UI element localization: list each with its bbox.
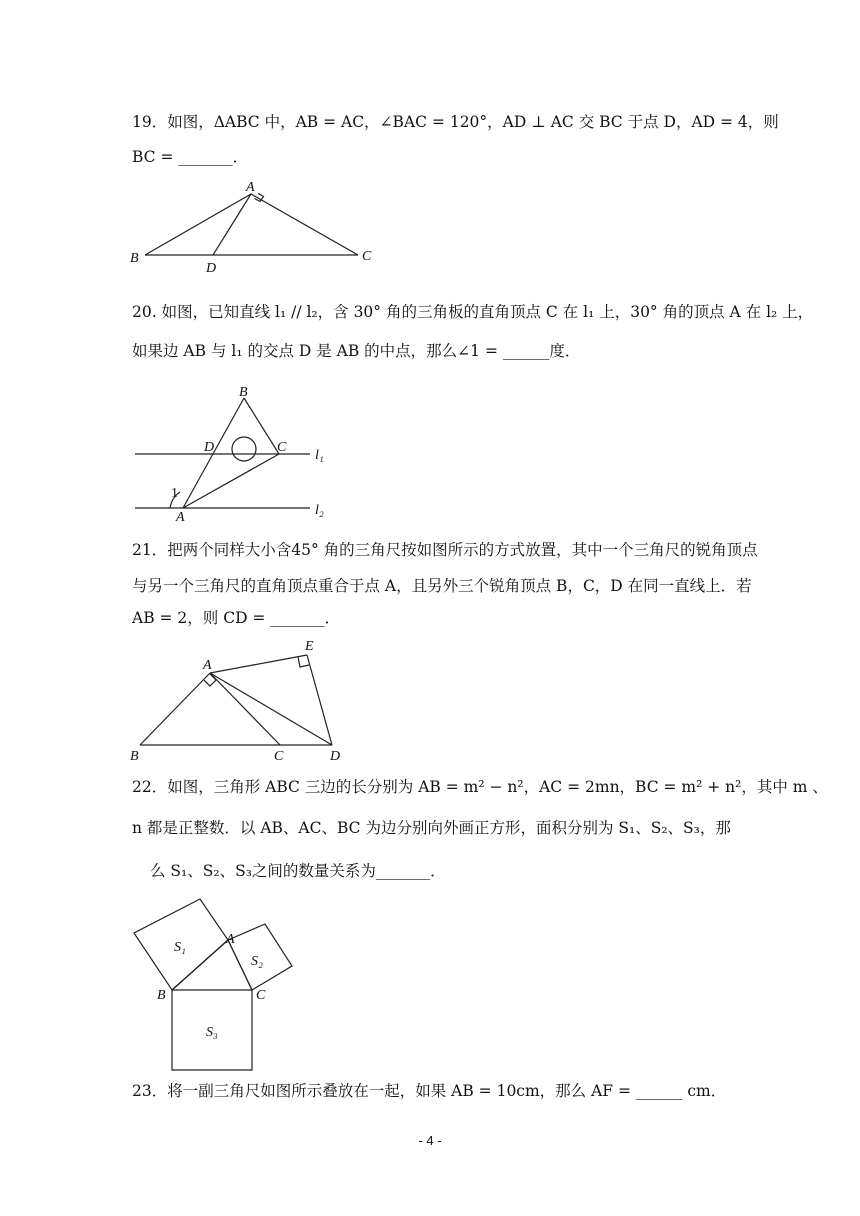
q20-label-d: D (204, 440, 215, 455)
q21-text-line1: 21．把两个同样大小含45° 角的三角尺按如图所示的方式放置，其中一个三角尺的锐角顶点 (132, 541, 758, 559)
q21-label-a: A (203, 658, 212, 673)
q19-label-b: B (130, 251, 139, 266)
q21-text-line3: AB = 2，则 CD = _______． (132, 609, 341, 627)
q19-label-a: A (246, 180, 255, 195)
q22-label-s1: S₁ (174, 940, 186, 955)
q21-label-d: D (330, 749, 341, 764)
q19-label-d: D (206, 261, 217, 276)
q22-text-line1: 22．如图，三角形 ABC 三边的长分别为 AB = m² − n²，AC = 2mn，BC = m² + n²，其中 m 、 (132, 778, 828, 796)
q22-label-a: A (226, 932, 235, 947)
q20-label-angle-1: 1 (171, 486, 178, 501)
q20-label-l2: l₂ (315, 503, 324, 518)
page-number: - 4 - (418, 1133, 442, 1148)
q20-label-c: C (277, 440, 287, 455)
q22-label-s2: S₂ (251, 954, 263, 969)
q23-text-line1: 23．将一副三角尺如图所示叠放在一起，如果 AB = 10cm，那么 AF = ______ cm． (132, 1082, 727, 1100)
q19-label-c: C (362, 249, 372, 264)
q20-label-a: A (176, 510, 185, 525)
q22-side-ac (228, 940, 252, 990)
q20-text-line1: 20. 如图，已知直线 l₁ // l₂，含 30° 角的三角板的直角顶点 C 在 l₁ 上，30° 角的顶点 A 在 l₂ 上， (132, 303, 814, 321)
q21-label-e: E (305, 639, 314, 654)
q22-label-s3: S₃ (206, 1025, 218, 1040)
q21-label-b: B (130, 749, 139, 764)
q19-text-line2: BC = _______． (132, 148, 249, 166)
q22-text-line2: n 都是正整数．以 AB、AC、BC 为边分别向外画正方形，面积分别为 S₁、S₂、S₃，那 (132, 819, 731, 837)
q22-text-line3: 么 S₁、S₂、S₃之间的数量关系为_______． (150, 862, 446, 880)
q20-label-b: B (239, 385, 248, 400)
q21-label-c: C (274, 749, 284, 764)
q22-label-c: C (256, 988, 266, 1003)
q20-text-line2: 如果边 AB 与 l₁ 的交点 D 是 AB 的中点，那么∠1 = ______度． (132, 342, 581, 360)
q20-label-l1: l₁ (315, 448, 324, 463)
q19-text-line1: 19．如图，ΔABC 中，AB = AC，∠BAC = 120°，AD ⊥ AC 交 BC 于点 D，AD = 4，则 (132, 113, 779, 131)
q22-label-b: B (157, 988, 166, 1003)
q21-text-line2: 与另一个三角尺的直角顶点重合于点 A，且另外三个锐角顶点 B，C，D 在同一直线上．若 (132, 577, 752, 595)
